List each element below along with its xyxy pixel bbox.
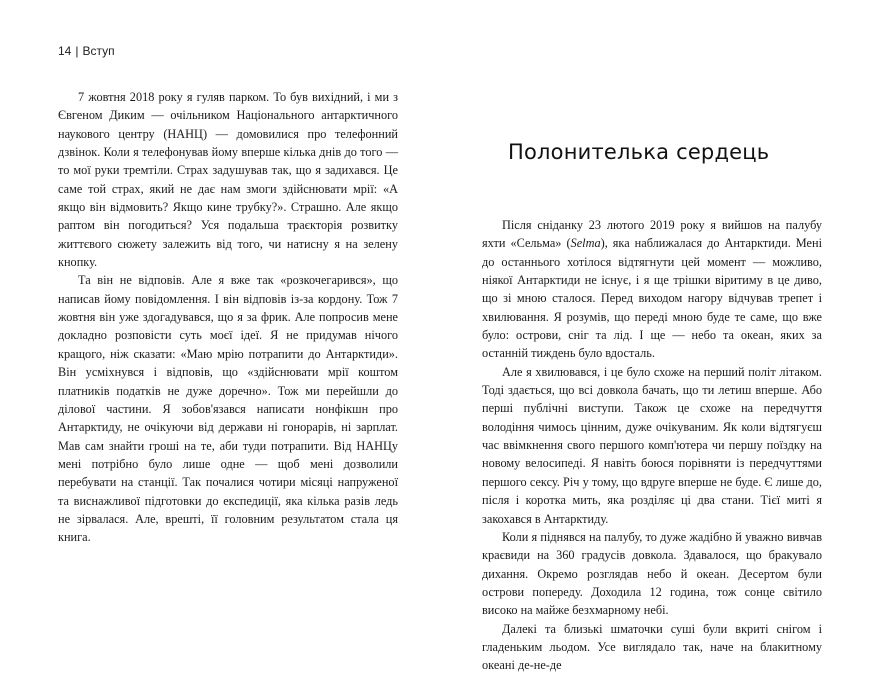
chapter-title: Полонителька сердець xyxy=(508,140,770,164)
paragraph-text: ), яка наближалася до Антарктиди. Мені до останнього хотілося відтягнути цей момент — можливо, ніякої Антарктиди не існує, і я ще трішки вiритиму в це диво, що зі мною сталося. Перед виходом нагору відчував трепет і хвилювання. Я розумів, що переді мною буде те саме, що вже було: острови, сніг та лід. І ще — небо та океан, яких за останній тиждень було вдосталь. xyxy=(482,236,823,361)
right-body-text xyxy=(482,216,822,675)
section-name: Вступ xyxy=(82,44,115,58)
page-number: 14 xyxy=(58,44,72,58)
paragraph-text: Після сніданку 23 лютого 2019 року я вийшов на палубу яхти «Сельма» ( xyxy=(482,218,822,251)
paragraph: Коли я піднявся на палубу, то дуже жадібно й уважно вивчав краєвиди на 360 градусів довкола. Здавалося, що бракувало дихання. Окремо розглядав небо й океан. Десертом були острови попереду. Доходила 12 година, тож сонце світило високо на майже безхмарному небі. xyxy=(482,529,822,618)
paragraph: 7 жовтня 2018 року я гуляв парком. То був вихідний, і ми з Євгеном Диким — очільником Національного антарктичного наукового центру (НАНЦ) — домовилися про телефонний дзвінок. Коли я телефонував йому вперше кілька днів до того — то мої руки тремтіли. Страх задушував так, що я задихався. Це саме той страх, який не дає нам змоги здійснювати мрії: «А якщо він відмовить? Якщо кине трубку?». Страшно. Але якщо раптом він погодиться? Уся подальша траєкторія розвитку життєвого сюжету залежить від того, чи натисну я на зелену кнопку. xyxy=(58,90,398,270)
paragraph xyxy=(482,216,822,363)
running-head-separator: | xyxy=(75,44,79,58)
running-head xyxy=(58,44,115,58)
paragraph: Але я хвилювався, і це було схоже на перший політ літаком. Тоді здається, що всі довкола бачать, що ти летиш вперше. Або перші публічні виступи. Також це схоже на передчуття володіння чимось цінним, дуже очікуваним. Як коли відтягуєш час ввімкнення свого першого комп'ютера чи першу поїздку на новому велосипеді. Я навіть боюся порівняти із передчуттями першого сексу. Річ у тому, що вдруге вперше не буде. Є лише до, після і коротка мить, яка розділяє ці два стани. Тієї миті я закохався в Антарктиду. xyxy=(482,364,822,526)
paragraph: Далекі та близькі шматочки суші були вкриті снігом і гладеньким льодом. Усе виглядало так, наче на блакитному океані де-не-де xyxy=(482,621,822,673)
right-page xyxy=(434,0,869,673)
italic-text: Selma xyxy=(570,236,601,251)
left-body-text xyxy=(58,88,398,547)
paragraph: Та він не відповів. Але я вже так «розкочегарився», що написав йому повідомлення. І він відповів із-за кордону. Тож 7 жовтня він уже здогадувався, що я за фрик. Але попросив мене докладно розповісти суть моєї ідеї. Я не придумав нічого кращого, ніж сказати: «Маю мрію потрапити до Антарктиди». Він усміхнувся і відповів, що «здійснювати мрії коштом платників податків не дуже доречно». Тож ми перейшли до ділової частини. Я зобов'язався написати нонфікшн про Антарктиду, не очікуючи від держави ні гонорарів, ні зарплат. Мав сам знайти гроші на те, аби туди потрапити. Від НАНЦу мені потрібно було лише одне — щоб мені дозволили перебувати на станції. Так почалися чотири місяці напруженої та виснажливої підготовки до експедиції, яка кілька разів ледь не зірвалася. Але, врешті, її головним результатом стала ця книга. xyxy=(58,273,398,545)
left-page xyxy=(0,0,434,590)
